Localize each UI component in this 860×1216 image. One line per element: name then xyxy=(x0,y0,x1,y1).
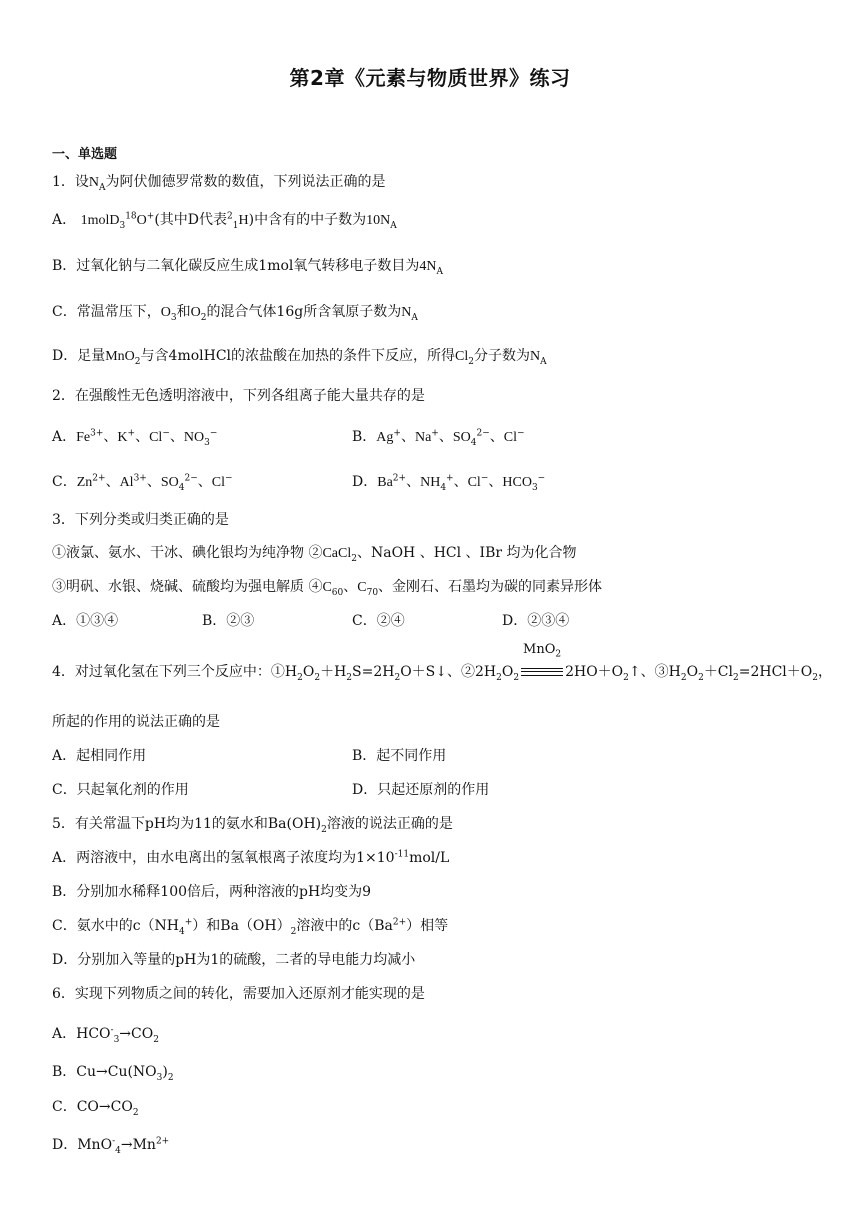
q5-a-exponent: -11 xyxy=(394,849,410,860)
q4-p2b: O＋O xyxy=(586,664,624,680)
q3-option-d: D．②③④ xyxy=(502,613,570,629)
q2-sep: 、 xyxy=(400,429,415,445)
q2-sep: 、 xyxy=(197,474,212,490)
q6-a-post-sub: 2 xyxy=(153,1034,159,1045)
q2-d-nh4-sub: 4 xyxy=(440,482,447,493)
q2-a-k-charge: + xyxy=(127,428,136,439)
q6-option-c xyxy=(52,1097,139,1117)
q6-a-pre: A．HCO xyxy=(52,1026,111,1042)
q4-sub: 2 xyxy=(680,672,687,683)
q1-c-and: 和 xyxy=(176,304,191,320)
q6-a-sub: 3 xyxy=(113,1034,120,1045)
q3-c60: C xyxy=(322,580,332,595)
q3-statement-1 xyxy=(52,543,577,564)
q6-a-charge: - xyxy=(110,1025,114,1036)
q3-sep: 、 xyxy=(343,579,358,595)
q2-d-hco3-charge: − xyxy=(537,473,546,484)
q2-a-cl: Cl xyxy=(149,430,163,445)
q4-sub: 2 xyxy=(623,672,629,683)
q4-sub: 2 xyxy=(513,672,520,683)
q4-stem-cont: 所起的作用的说法正确的是 xyxy=(52,714,220,730)
q4-p1d: O＋S↓、②2H xyxy=(400,664,497,680)
q6-option-a xyxy=(52,1024,159,1044)
q5-option-c xyxy=(52,916,448,936)
q4-sub: 2 xyxy=(394,672,401,683)
q2-a-no3-charge: − xyxy=(209,428,218,439)
q6-d-sub: 4 xyxy=(115,1145,121,1156)
q6-a-post: →CO xyxy=(119,1026,154,1042)
q4-p2e: ＋Cl xyxy=(703,664,734,680)
q1-b-value: 4N xyxy=(419,259,437,274)
q3-cacl2-sub: 2 xyxy=(351,553,357,564)
q1-a-h: H xyxy=(238,213,249,228)
q1-c-value-sub: A xyxy=(411,312,418,323)
q4-p2d: O xyxy=(686,664,699,680)
q1-d-mno2-sub: 2 xyxy=(134,356,141,367)
q4-p2c: ↑、③H xyxy=(628,664,681,680)
q5-c-charge2: 2+ xyxy=(392,917,407,928)
q6-b-sub2: 2 xyxy=(167,1072,174,1083)
q1-option-b xyxy=(52,256,443,277)
q2-c-so4-charge: 2− xyxy=(184,473,198,484)
q1-a-post: )中含有的中子数为 xyxy=(248,212,367,228)
question-5-stem xyxy=(52,814,453,834)
q5-sub: 2 xyxy=(321,824,327,835)
q5-c-post: ）相等 xyxy=(406,918,449,934)
question-2-stem: 2．在强酸性无色透明溶液中，下列各组离子能大量共存的是 xyxy=(52,388,425,404)
q5-post: 溶液的说法正确的是 xyxy=(326,816,453,832)
q2-option-b xyxy=(352,427,525,448)
q2-sep: 、 xyxy=(169,429,184,445)
q6-b-pre: B．Cu→Cu(NO xyxy=(52,1064,157,1080)
q4-sub: 2 xyxy=(496,672,502,683)
q1-option-c xyxy=(52,302,418,323)
q1-a-charge: + xyxy=(146,211,155,222)
catalyst-sub: 2 xyxy=(555,649,562,660)
q4-p2: 2H xyxy=(565,664,587,680)
q1-stem-text: 为阿伏伽德罗常数的数值，下列说法正确的是 xyxy=(105,174,386,190)
q5-c-mid2: 溶液中的c（Ba xyxy=(296,918,393,934)
q1-a-o: O xyxy=(136,213,147,228)
q2-option-a xyxy=(52,427,217,448)
q2-b-label: B． xyxy=(352,429,377,445)
q1-d-post: 分子数为 xyxy=(474,348,530,364)
q1-d-value-sub: A xyxy=(540,356,547,367)
q3-c70: C xyxy=(357,580,367,595)
q2-sep: 、 xyxy=(135,429,150,445)
q2-sep: 、 xyxy=(488,474,503,490)
q2-b-cl-charge: − xyxy=(517,428,525,439)
q2-b-na-charge: + xyxy=(431,428,439,439)
q2-d-nh4-charge: + xyxy=(446,473,454,484)
q4-p1e: O xyxy=(501,664,514,680)
q4-p1c: S=2H xyxy=(352,664,395,680)
page-title: 第2章《元素与物质世界》练习 xyxy=(289,66,571,90)
q5-option-b: B．分别加水稀释100倍后，两种溶液的pH均变为9 xyxy=(52,884,372,900)
q1-c-o3-sub: 3 xyxy=(170,312,177,323)
q1-c-o2-sub: 2 xyxy=(200,312,207,323)
q2-sep: 、 xyxy=(105,474,120,490)
q6-c-pre: C．CO→CO xyxy=(52,1099,133,1115)
q2-b-ag-charge: + xyxy=(393,428,401,439)
q4-option-b: B．起不同作用 xyxy=(352,748,447,764)
q6-d-charge: - xyxy=(112,1136,116,1147)
q4-p2f: =2HCl＋O xyxy=(738,664,813,680)
q6-c-sub: 2 xyxy=(132,1107,139,1118)
q2-d-hco3: HCO xyxy=(502,475,532,490)
q1-d-cl2: Cl xyxy=(455,349,469,364)
q2-c-so4: SO xyxy=(160,475,179,490)
q1-b-text: B．过氧化钠与二氧化碳反应生成1mol氧气转移电子数目为 xyxy=(52,258,420,274)
q5-option-d: D．分别加入等量的pH为1的硫酸，二者的导电能力均减小 xyxy=(52,952,416,968)
question-1-stem xyxy=(52,172,386,193)
q1-a-value-sub: A xyxy=(390,220,397,231)
q2-sep: 、 xyxy=(146,474,161,490)
q2-option-d xyxy=(352,472,545,493)
q2-c-cl: Cl xyxy=(211,475,225,490)
catalyst-label xyxy=(521,640,563,660)
q1-a-h-mass: 2 xyxy=(227,211,233,222)
q6-d-mid: →Mn xyxy=(120,1137,156,1153)
q1-a-formula: 1molD xyxy=(80,213,120,228)
q2-sep: 、 xyxy=(438,429,453,445)
q2-d-cl: Cl xyxy=(467,475,481,490)
q5-c-charge: + xyxy=(184,917,193,928)
q5-option-a xyxy=(52,848,449,868)
section-heading: 一、单选题 xyxy=(52,147,118,162)
q1-na-sub: A xyxy=(99,182,106,193)
q1-d-mid: 与含4molHCl的浓盐酸在加热的条件下反应，所得 xyxy=(140,348,456,364)
q2-c-label: C． xyxy=(52,474,77,490)
q4-sub: 2 xyxy=(314,672,321,683)
q2-sep: 、 xyxy=(406,474,421,490)
q5-c-sub: 4 xyxy=(179,926,185,937)
q2-c-al-charge: 3+ xyxy=(133,473,147,484)
q2-d-ba: Ba xyxy=(377,475,393,490)
q4-sub: 2 xyxy=(297,672,303,683)
q2-a-fe-charge: 3+ xyxy=(90,428,104,439)
q6-option-b xyxy=(52,1062,174,1082)
q4-p1b: ＋H xyxy=(320,664,347,680)
q4-option-a: A．起相同作用 xyxy=(52,748,147,764)
q2-d-label: D． xyxy=(352,474,378,490)
question-6-stem: 6．实现下列物质之间的转化，需要加入还原剂才能实现的是 xyxy=(52,986,425,1002)
q4-p2g: ， xyxy=(818,664,832,680)
q2-b-na: Na xyxy=(414,430,432,445)
q1-a-label: A． xyxy=(52,212,77,228)
q4-sub: 2 xyxy=(346,672,353,683)
q6-b-sub: 3 xyxy=(156,1072,163,1083)
q6-b-mid: ) xyxy=(162,1064,168,1080)
q3-cacl2: CaCl xyxy=(322,546,352,561)
q4-p1: O xyxy=(302,664,315,680)
q2-a-cl-charge: − xyxy=(162,428,170,439)
q5-a-pre: A．两溶液中，由水电离出的氢氧根离子浓度均为1×10 xyxy=(52,850,395,866)
q4-option-c: C．只起氧化剂的作用 xyxy=(52,782,189,798)
q2-b-ag: Ag xyxy=(376,430,394,445)
q3-c70-sub: 70 xyxy=(366,587,379,598)
q2-c-zn: Zn xyxy=(76,475,93,490)
q3-option-c: C．②④ xyxy=(352,613,405,629)
equilibrium-arrow-icon xyxy=(521,668,563,676)
q2-d-ba-charge: 2+ xyxy=(392,473,407,484)
q4-pre: 4．对过氧化氢在下列三个反应中：①H xyxy=(52,664,298,680)
q1-c-o2: O xyxy=(190,305,201,320)
q3-option-b: B．②③ xyxy=(202,613,255,629)
q1-na-symbol: N xyxy=(88,175,100,190)
reaction-catalyst-arrow xyxy=(521,642,563,682)
q1-d-cl2-sub: 2 xyxy=(468,356,474,367)
q2-c-so4-sub: 4 xyxy=(178,482,185,493)
q2-a-no3-sub: 3 xyxy=(204,437,210,448)
q1-a-h-atomic: 1 xyxy=(232,220,239,231)
catalyst-formula: MnO xyxy=(523,642,556,657)
q3-s1: ①液氯、氨水、干冰、碘化银均为纯净物 ② xyxy=(52,545,323,561)
q2-a-no3: NO xyxy=(183,430,205,445)
q6-d-charge2: 2+ xyxy=(155,1136,170,1147)
q1-a-value: 10N xyxy=(366,213,391,228)
q1-b-value-sub: A xyxy=(436,266,444,277)
q2-c-zn-charge: 2+ xyxy=(92,473,106,484)
q2-a-fe: Fe xyxy=(76,430,91,445)
q2-a-label: A． xyxy=(52,429,77,445)
q1-option-d xyxy=(52,346,547,367)
q2-b-so4: SO xyxy=(452,430,471,445)
q1-d-value: N xyxy=(530,349,541,364)
q2-a-k: K xyxy=(117,430,128,445)
q5-pre: 5．有关常温下pH均为11的氨水和Ba(OH) xyxy=(52,816,322,832)
q1-stem-prefix: 1．设 xyxy=(52,174,89,190)
q4-sub: 2 xyxy=(698,672,704,683)
q3-s2: ③明矾、水银、烧碱、硫酸均为强电解质 ④ xyxy=(52,579,323,595)
question-3-stem: 3．下列分类或归类正确的是 xyxy=(52,512,229,528)
q5-c-mid: ）和Ba（OH） xyxy=(192,918,291,934)
q1-a-mid: (其中D代表 xyxy=(154,212,228,228)
q1-option-a xyxy=(52,210,397,231)
q2-sep: 、 xyxy=(453,474,468,490)
question-4-stem xyxy=(52,642,832,683)
q4-option-d: D．只起还原剂的作用 xyxy=(352,782,490,798)
q2-b-so4-charge: 2− xyxy=(476,428,490,439)
q1-d-mno2: MnO xyxy=(105,349,135,364)
q2-d-hco3-sub: 3 xyxy=(531,482,538,493)
q2-sep: 、 xyxy=(103,429,118,445)
q3-s1b: 、NaOH 、HCl 、IBr 均为化合物 xyxy=(356,545,577,561)
q5-a-unit: mol/L xyxy=(409,850,450,866)
q1-c-o3: O xyxy=(160,305,171,320)
q4-sub: 2 xyxy=(812,672,818,683)
q6-option-d xyxy=(52,1135,169,1155)
q2-b-so4-sub: 4 xyxy=(470,437,477,448)
q1-a-mass-number: 18 xyxy=(125,211,137,222)
q2-option-c xyxy=(52,472,233,493)
q4-sub: 2 xyxy=(733,672,739,683)
q2-sep: 、 xyxy=(489,429,504,445)
q2-d-cl-charge: − xyxy=(480,473,489,484)
q2-b-cl: Cl xyxy=(503,430,517,445)
q3-s2b: 、金刚石、石墨均为碳的同素异形体 xyxy=(378,579,603,595)
q1-a-sub: 3 xyxy=(119,220,126,231)
q3-option-a: A．①③④ xyxy=(52,613,119,629)
q2-c-al: Al xyxy=(119,475,134,490)
q5-c-pre: C．氨水中的c（NH xyxy=(52,918,180,934)
q1-c-pre: C．常温常压下， xyxy=(52,304,161,320)
q1-d-pre: D．足量 xyxy=(52,348,106,364)
q1-c-post: 的混合气体16g所含氧原子数为 xyxy=(206,304,402,320)
q5-c-sub2: 2 xyxy=(290,926,297,937)
q2-c-cl-charge: − xyxy=(225,473,233,484)
q3-c60-sub: 60 xyxy=(331,587,344,598)
q6-d-pre: D．MnO xyxy=(52,1137,113,1153)
q3-statement-2 xyxy=(52,577,602,598)
q1-c-value: N xyxy=(401,305,412,320)
q2-d-nh4: NH xyxy=(420,475,441,490)
